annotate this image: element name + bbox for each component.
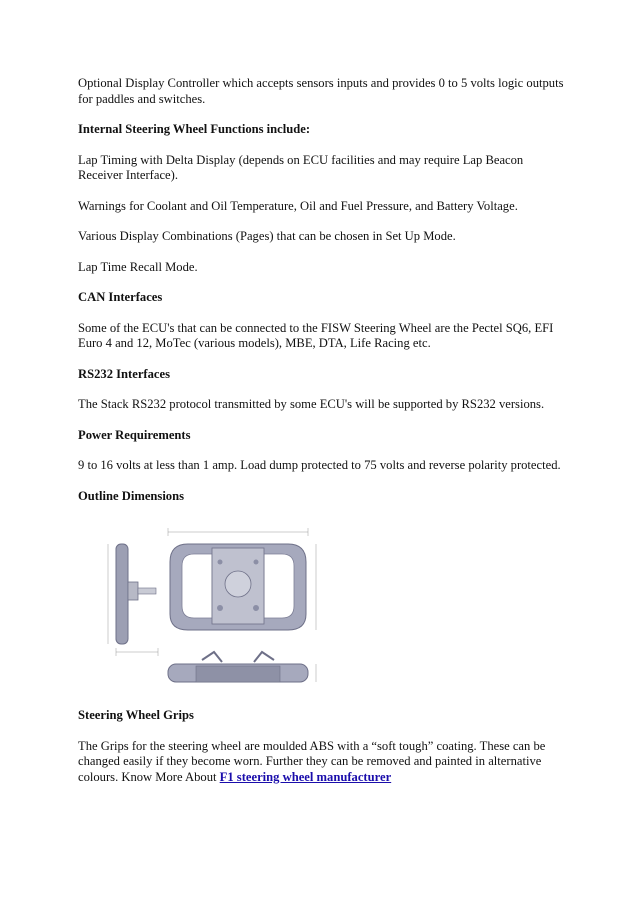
outline-dimensions-figure bbox=[98, 522, 323, 700]
paragraph-power: 9 to 16 volts at less than 1 amp. Load dump protected to 75 volts and reverse polarity protected. bbox=[78, 458, 561, 472]
heading-outline-dimensions: Outline Dimensions bbox=[78, 488, 185, 503]
front-view bbox=[168, 528, 316, 630]
top-view bbox=[168, 652, 316, 682]
steering-wheel-drawing bbox=[98, 522, 323, 700]
heading-can-interfaces: CAN Interfaces bbox=[78, 290, 163, 304]
heading-power-requirements: Power Requirements bbox=[78, 427, 191, 442]
heading-steering-wheel-grips: Steering Wheel Grips bbox=[78, 708, 194, 722]
paragraph-lap-recall: Lap Time Recall Mode. bbox=[78, 259, 198, 274]
paragraph-display-controller: Optional Display Controller which accepts sensors inputs and provides 0 to 5 volts logic outputs for paddles and switches. bbox=[78, 76, 564, 106]
paragraph-lap-timing: Lap Timing with Delta Display (depends on ECU facilities and may require Lap Beacon Receiver Interface). bbox=[78, 152, 524, 182]
side-view bbox=[108, 544, 158, 656]
paragraph-display-combinations: Various Display Combinations (Pages) that can be chosen in Set Up Mode. bbox=[78, 229, 456, 243]
heading-internal-functions: Internal Steering Wheel Functions include: bbox=[78, 122, 311, 136]
document-page bbox=[78, 76, 568, 785]
paragraph-grips bbox=[78, 739, 568, 786]
paragraph-rs232: The Stack RS232 protocol transmitted by some ECU's will be supported by RS232 versions. bbox=[78, 397, 545, 411]
paragraph-warnings: Warnings for Coolant and Oil Temperature, Oil and Fuel Pressure, and Battery Voltage. bbox=[78, 198, 518, 213]
f1-steering-wheel-link[interactable]: F1 steering wheel manufacturer bbox=[219, 769, 392, 784]
paragraph-can: Some of the ECU's that can be connected to the FISW Steering Wheel are the Pectel SQ6, EFI Euro 4 and 12, MoTec (various models), MBE, DTA, Life Racing etc. bbox=[78, 320, 554, 350]
heading-rs232-interfaces: RS232 Interfaces bbox=[78, 366, 170, 381]
paragraph-grips-text: The Grips for the steering wheel are moulded ABS with a “soft tough” coating. These can be changed easily if they become worn. Further they can be removed and painted in alternative colours. Know More About bbox=[78, 738, 546, 784]
